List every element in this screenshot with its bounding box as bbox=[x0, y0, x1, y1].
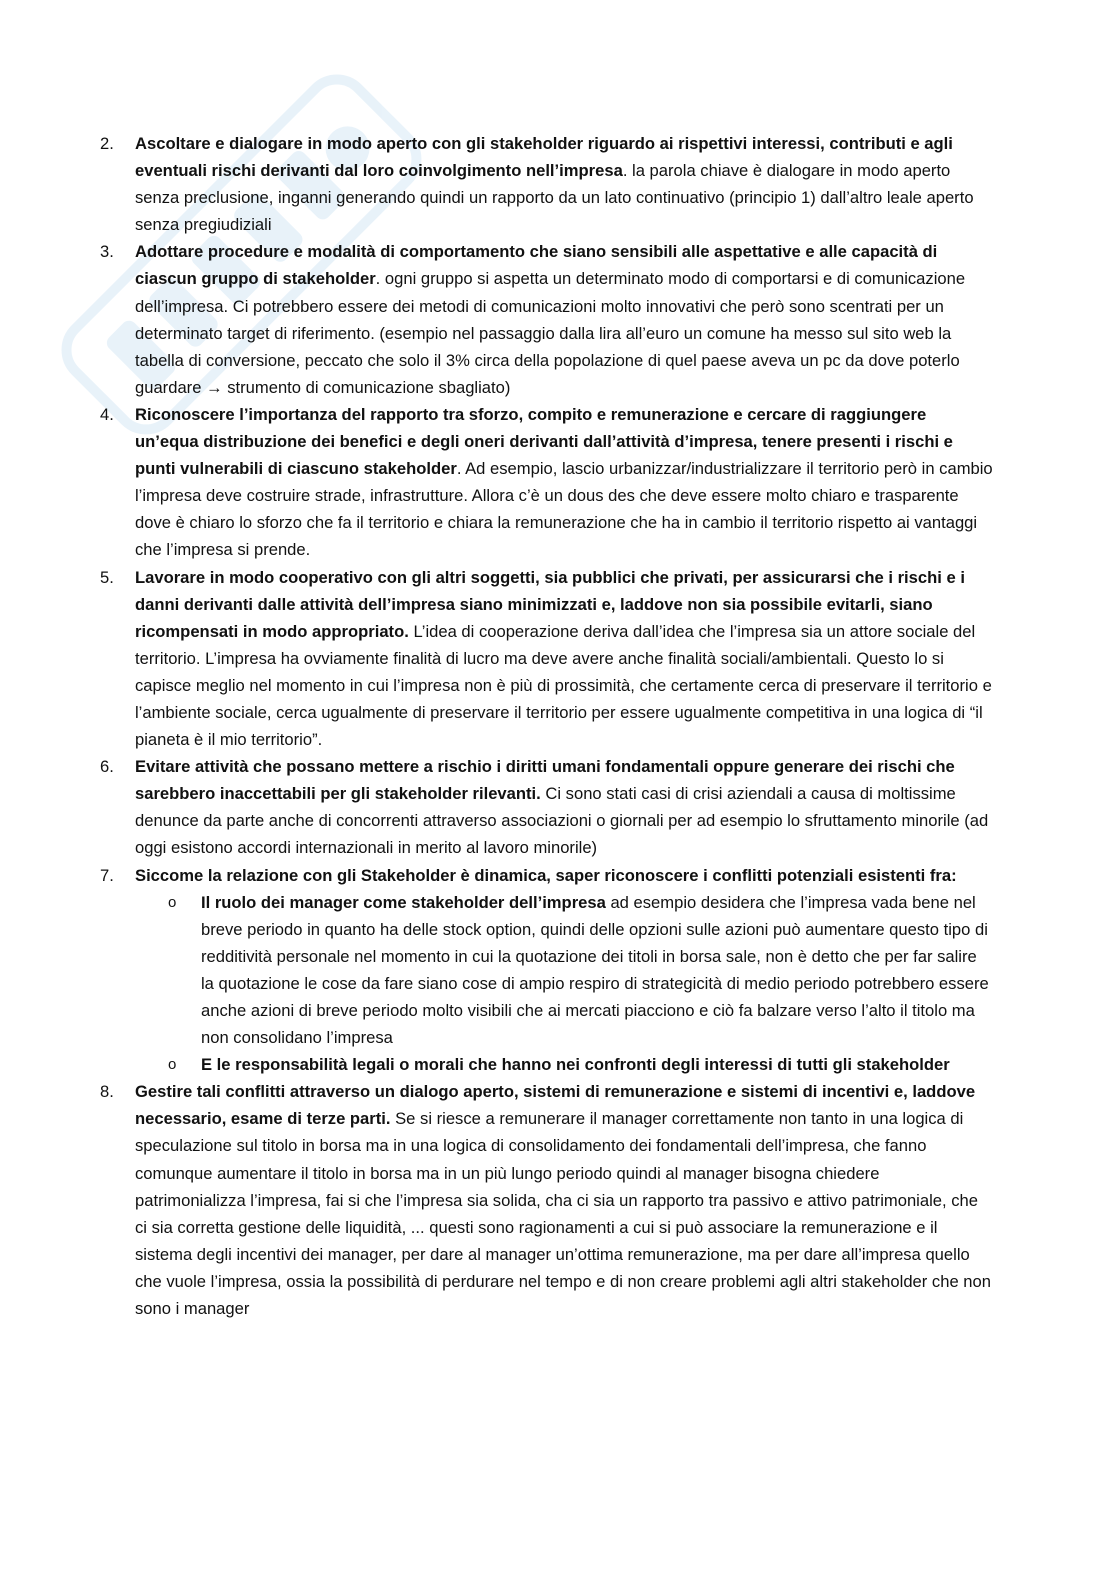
item-number: 5. bbox=[100, 567, 114, 587]
sub-list-item bbox=[168, 1051, 994, 1078]
item-number: 6. bbox=[100, 757, 114, 777]
principles-list bbox=[0, 130, 1116, 1322]
item-heading: Siccome la relazione con gli Stakeholder è dinamica, saper riconoscere i conflitti potenziali esistenti fra: bbox=[135, 865, 957, 885]
item-number: 7. bbox=[100, 865, 114, 885]
item-body: Ci sono stati casi di crisi aziendali a causa di moltissime denunce da parte anche di concorrenti attraverso associazioni o giornali per ad esempio lo sfruttamento minorile (ad oggi esistono accordi internazionali in merito al lavoro minorile) bbox=[135, 784, 989, 858]
item-heading: Adottare procedure e modalità di comportamento che siano sensibili alle aspettative e alle capacità di ciascun gruppo di stakeholder bbox=[135, 242, 938, 289]
item-heading: Lavorare in modo cooperativo con gli altri soggetti, sia pubblici che privati, per assicurarsi che i rischi e i danni derivanti dalle attività dell’impresa siano minimizzati e, laddove non sia possibile evitarli, siano ricompensati in modo appropriato. bbox=[135, 567, 965, 641]
list-item bbox=[0, 753, 1116, 861]
item-heading: Ascoltare e dialogare in modo aperto con gli stakeholder riguardo ai rispettivi interessi, contributi e agli eventuali rischi derivanti dal loro coinvolgimento nell’impresa bbox=[135, 134, 953, 181]
item-number: 8. bbox=[100, 1082, 114, 1102]
item-body: . ogni gruppo si aspetta un determinato modo di comportarsi e di comunicazione dell’impresa. Ci potrebbero essere dei metodi di comunicazioni molto innovativi che però sono scentrati per un determinato target di riferimento. (esempio nel passaggio dalla lira all’euro un comune ha messo sul sito web la tabella di conversione, peccato che solo il 3% circa della popolazione di quel paese aveva un pc da dove poterlo guardare → strumento di comunicazione sbagliato) bbox=[135, 269, 966, 397]
list-item bbox=[0, 130, 1116, 238]
item-number: 4. bbox=[100, 404, 114, 424]
sub-item-heading: Il ruolo dei manager come stakeholder dell’impresa bbox=[201, 892, 606, 912]
sub-list-item bbox=[168, 889, 994, 1052]
item-body: Se si riesce a remunerare il manager correttamente non tanto in una logica di speculazione sul titolo in borsa ma in una logica di consolidamento dei fondamentali dell’impresa, che fanno comunque aumentare il titolo in borsa ma in un più lungo periodo quindi al manager bisogna chiedere patrimonializza l’impresa, fai si che l’impresa sia solida, cha ci sia un rapporto tra passivo e attivo patrimoniale, che ci sia corretta gestione delle liquidità, ... questi sono ragionamenti a cui si può associare la remunerazione e il sistema degli incentivi dei manager, per dare al manager un’ottima remunerazione, ma per dare all’impresa quello che vuole l’impresa, ossia la possibilità di perdurare nel tempo e di non creare problemi agli altri stakeholder che non sono i manager bbox=[135, 1109, 991, 1319]
list-item bbox=[0, 862, 1116, 1079]
item-number: 2. bbox=[100, 134, 114, 153]
item-body: . Ad esempio, lascio urbanizzar/industrializzare il territorio però in cambio l’impresa deve costruire strade, infrastrutture. Allora c’è un dous des che deve essere molto chiaro e trasparente dove è chiaro lo sforzo che fa il territorio e chiara la remunerazione che ha in cambio il territorio rispetto ai vantaggi che l’impresa si prende. bbox=[135, 459, 993, 560]
list-item bbox=[0, 564, 1116, 754]
item-body: L’idea di cooperazione deriva dall’idea che l’impresa sia un attore sociale del territorio. L’impresa ha ovviamente finalità di lucro ma deve avere anche finalità sociali/ambientali. Questo lo si capisce meglio nel momento in cui l’impresa non è più di prossimità, che certamente cerca di preservare il territorio e l’ambiente sociale, cerca ugualmente di preservare il territorio per essere ugualmente competitiva in una logica di “il pianeta è il mio territorio”. bbox=[135, 621, 992, 750]
sub-item-body: ad esempio desidera che l’impresa vada bene nel breve periodo in quanto ha delle stock option, quindi delle opzioni sulle azioni può aumentare questo tipo di redditività personale nel momento in cui la quotazione dei titoli in borsa sale, non è detto che per far salire la quotazione le cose da fare siano cose di ampio respiro di strategicità di medio periodo potrebbero essere anche azioni di breve periodo molto visibili che ai mercati piacciono e ciò fa balzare verso l’alto il titolo ma non consolidano l’impresa bbox=[201, 892, 989, 1048]
item-body: . la parola chiave è dialogare in modo aperto senza preclusione, inganni generando quindi un rapporto da un lato continuativo (principio 1) dall’altro leale aperto senza pregiudiziali bbox=[135, 161, 974, 235]
item-heading: Riconoscere l’importanza del rapporto tra sforzo, compito e remunerazione e cercare di raggiungere un’equa distribuzione dei benefici e degli oneri derivanti dall’attività d’impresa, tenere presenti i rischi e punti vulnerabili di ciascuno stakeholder bbox=[135, 404, 953, 479]
sub-list bbox=[135, 889, 994, 1079]
bullet-marker: o bbox=[168, 1056, 177, 1074]
list-item bbox=[0, 1078, 1116, 1322]
sub-item-heading: E le responsabilità legali o morali che hanno nei confronti degli interessi di tutti gli stakeholder bbox=[201, 1055, 950, 1075]
list-item bbox=[0, 401, 1116, 564]
item-heading: Gestire tali conflitti attraverso un dialogo aperto, sistemi di remunerazione e sistemi di incentivi e, laddove necessario, esame di terze parti. bbox=[135, 1082, 976, 1129]
document-page bbox=[0, 130, 1116, 1322]
bullet-marker: o bbox=[168, 893, 177, 911]
item-number: 3. bbox=[100, 242, 114, 262]
list-item bbox=[0, 238, 1116, 401]
item-heading: Evitare attività che possano mettere a rischio i diritti umani fondamentali oppure generare dei rischi che sarebbero inaccettabili per gli stakeholder rilevanti. bbox=[135, 757, 955, 804]
